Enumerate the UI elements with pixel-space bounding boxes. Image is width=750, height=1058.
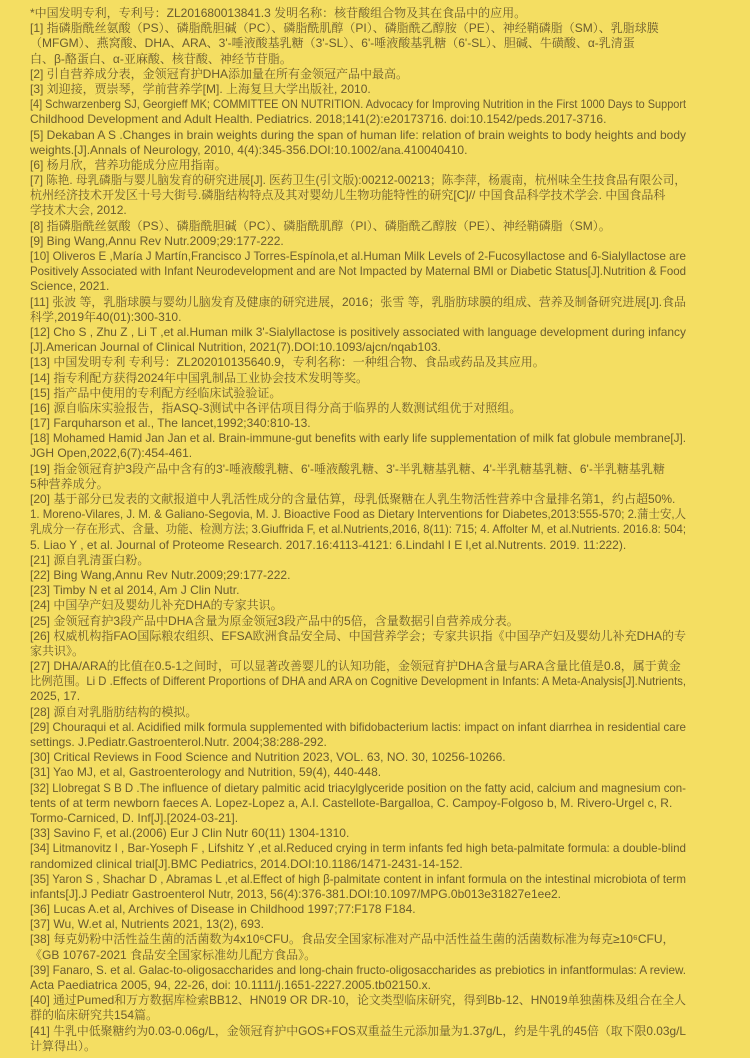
reference-11 bbox=[30, 295, 686, 325]
reference-31 bbox=[30, 765, 686, 780]
reference-line: 计算得出）。 bbox=[30, 1038, 97, 1053]
reference-line: [5] Dekaban A S .Changes in brain weights during the span of human life: relation of brain weights to body heights and body bbox=[30, 127, 686, 142]
reference-line: [34] Litmanovitz I , Bar-Yoseph F , Lifshitz Y ,et al.Reduced crying in term infants fed high beta-palmitate formula: a double-blind bbox=[30, 841, 686, 856]
reference-12 bbox=[30, 325, 686, 355]
reference-line: 学技术大会, 2012. bbox=[30, 203, 127, 218]
reference-line: [40] 通过Pumed和万方数据库检索BB12、HN019 OR DR-10，论文类型临床研究，得到Bb-12、HN019单独菌株及组合在全人 bbox=[30, 993, 686, 1008]
reference-line: 1. Moreno-Vilares, J. M. & Galiano-Segovia, M. J. Bioactive Food as Dietary Interventions for Diabetes,2013:555-570; 2.蒲士安,人 bbox=[30, 507, 686, 522]
reference-line: [24] 中国孕产妇及婴幼儿补充DHA的专家共识。 bbox=[30, 598, 283, 613]
reference-line: [14] 指专利配方获得2024年中国乳制品工业协会技术发明等奖。 bbox=[30, 370, 369, 385]
reference-18 bbox=[30, 431, 686, 461]
reference-line: Positively Associated with Infant Neurodevelopment and are Not Impacted by Maternal BMI or Diabetic Status[J].Nutrition & Food bbox=[30, 264, 686, 279]
reference-line: [33] Savino F, et al.(2006) Eur J Clin Nutr 60(11) 1304-1310. bbox=[30, 826, 350, 841]
reference-line: tents of at term newborn faeces A. Lopez-Lopez a, A.I. Castellote-Bargalloa, C. Campoy-Folgoso b, M. Rivero-Urgel c, R. bbox=[30, 795, 673, 810]
reference-6 bbox=[30, 158, 686, 173]
reference-line: randomized clinical trial[J].BMC Pediatrics, 2014.DOI:10.1186/1471-2431-14-152. bbox=[30, 856, 463, 871]
reference-line: [35] Yaron S , Shachar D , Abramas L ,et al.Effect of high β-palmitate content in infant formula on the intestinal microbiota of term bbox=[30, 871, 686, 886]
reference-21 bbox=[30, 553, 686, 568]
reference-4 bbox=[30, 97, 686, 127]
reference-line: [7] 陈艳. 母乳磷脂与婴儿脑发育的研究进展[J]. 医药卫生(引文版):00212-00213；陈李萍，杨震南，杭州味全生技食品有限公司， bbox=[30, 173, 686, 188]
reference-line: 2025, 17. bbox=[30, 689, 81, 704]
reference-line: [31] Yao MJ, et al, Gastroenterology and Nutrition, 59(4), 440-448. bbox=[30, 765, 382, 780]
reference-line: [22] Bing Wang,Annu Rev Nutr.2009;29:177-222. bbox=[30, 567, 291, 582]
reference-16 bbox=[30, 401, 686, 416]
reference-line: 杭州经济技术开发区十号大街号.磷脂结构特点及其对婴幼儿生物功能特性的研究[C]// 中国食品科学技术学会. 中国食品科 bbox=[30, 188, 666, 203]
reference-38 bbox=[30, 932, 686, 962]
reference-line: [30] Critical Reviews in Food Science and Nutrition 2023, VOL. 63, NO. 30, 10256-10266. bbox=[30, 750, 506, 765]
reference-line: [38] 每克奶粉中活性益生菌的活菌数为4x10⁶CFU。食品安全国家标准对产品中活性益生菌的活菌数标准为每克≥10⁶CFU， bbox=[30, 932, 675, 947]
reference-line: [26] 权威机构指FAO国际粮农组织、EFSA欧洲食品安全局、中国营养学会；专家共识指《中国孕产妇及婴幼儿补充DHA的专 bbox=[30, 628, 686, 643]
reference-line: 群的临床研究共154篇。 bbox=[30, 1008, 159, 1023]
reference-5 bbox=[30, 128, 686, 158]
reference-line: 5. Liao Y , et al. Journal of Proteome Research. 2017.16:4113-4121: 6.Lindahl I E l,et al.Nutrents. 2019. 11:222). bbox=[30, 537, 627, 552]
reference-10 bbox=[30, 249, 686, 295]
reference-line: [28] 源自对乳脂肪结构的模拟。 bbox=[30, 704, 198, 719]
patent-note: *中国发明专利，专利号：ZL201680013841.3 发明名称：核苷酸组合物及其在食品中的应用。 bbox=[30, 6, 527, 20]
reference-23 bbox=[30, 583, 686, 598]
reference-19 bbox=[30, 462, 686, 492]
reference-line: [1] 指磷脂酰丝氨酸（PS）、磷脂酰胆碱（PC）、磷脂酰肌醇（PI）、磷脂酰乙醇胺（PE）、神经鞘磷脂（SM）、乳脂球膜 bbox=[30, 21, 659, 36]
reference-8 bbox=[30, 219, 686, 234]
reference-line: 乳成分一存在形式、含量、功能、检测方法; 3.Giuffrida F, et al.Nutrients,2016, 8(11): 715; 4. Affolter M, et al.Nutrients. 2016.8: 504; bbox=[30, 522, 686, 537]
reference-22 bbox=[30, 568, 686, 583]
reference-line: [36] Lucas A.et al, Archives of Disease in Childhood 1997;77:F178 F184. bbox=[30, 902, 416, 917]
reference-line: Childhood Development and Adult Health. Pediatrics. 2018;141(2):e20173716. doi:10.1542/peds.2017-3716. bbox=[30, 112, 607, 127]
reference-line: Acta Paediatrica 2005, 94, 22-26, doi: 10.1111/j.1651-2227.2005.tb02150.x. bbox=[30, 978, 431, 992]
reference-line: [2] 引自营养成分表，金领冠育护DHA添加量在所有金领冠产品中最高。 bbox=[30, 66, 409, 81]
reference-line: [23] Timby N et al 2014, Am J Clin Nutr. bbox=[30, 583, 240, 598]
reference-line: [25] 金领冠育护3段产品中DHA含量为原金领冠3段产品中的5倍，含量数据引自营养成分表。 bbox=[30, 613, 519, 628]
reference-30 bbox=[30, 750, 686, 765]
reference-line: [21] 源自乳清蛋白粉。 bbox=[30, 552, 150, 567]
reference-line: weights.[J].Annals of Neurology, 2010, 4(4):345-356.DOI:10.1002/ana.410040410. bbox=[30, 142, 468, 157]
reference-line: [6] 杨月欣，营养功能成分应用指南。 bbox=[30, 157, 227, 172]
reference-line: [12] Cho S , Zhu Z , Li T ,et al.Human milk 3'-Sialyllactose is positively associated with language development during infancy bbox=[30, 324, 686, 339]
reference-2 bbox=[30, 67, 686, 82]
reference-line: 5种营养成分。 bbox=[30, 476, 109, 491]
reference-line: Science, 2021. bbox=[30, 279, 110, 294]
reference-36 bbox=[30, 902, 686, 917]
reference-line: 科学,2019年40(01):300-310. bbox=[30, 309, 182, 324]
reference-33 bbox=[30, 826, 686, 841]
reference-line: [8] 指磷脂酰丝氨酸（PS）、磷脂酰胆碱（PC）、磷脂酰肌醇（PI）、磷脂酰乙醇胺（PE）、神经鞘磷脂（SM）。 bbox=[30, 218, 611, 233]
reference-line: infants[J].J Pediatr Gastroenterol Nutr, 2013, 56(4):376-381.DOI:10.1097/MPG.0b013e31827e1ee2. bbox=[30, 886, 562, 901]
reference-line: [15] 指产品中使用的专利配方经临床试验验证。 bbox=[30, 385, 282, 400]
reference-line: [27] DHA/ARA的比值在0.5-1之间时，可以显著改善婴儿的认知功能，金领冠育护DHA含量与ARA含量比值是0.8，属于黄金 bbox=[30, 659, 681, 674]
reference-line: [J].American Journal of Clinical Nutrition, 2021(7).DOI:10.1093/ajcn/nqab103. bbox=[30, 340, 441, 355]
reference-9 bbox=[30, 234, 686, 249]
reference-line: [19] 指金领冠育护3段产品中含有的3'-唾液酸乳糖、6'-唾液酸乳糖、3'-半乳糖基乳糖、4'-半乳糖基乳糖、6'-半乳糖基乳糖 bbox=[30, 461, 665, 476]
reference-line: JGH Open,2022,6(7):454-461. bbox=[30, 446, 193, 461]
reference-line: 家共识》。 bbox=[30, 643, 85, 658]
reference-line: [4] Schwarzenberg SJ, Georgieff MK; COMMITTEE ON NUTRITION. Advocacy for Improving Nutrition in the First 1000 Days to Support bbox=[30, 97, 686, 112]
reference-line: 白、β-酪蛋白、α-亚麻酸、核苷酸、神经节苷脂。 bbox=[30, 51, 292, 66]
reference-line: Tormo-Carniced, D. Inf[J].[2024-03-21]. bbox=[30, 810, 239, 825]
reference-line: [16] 源自临床实验报告，指ASQ-3测试中各评估项目得分高于临界的人数测试组优于对照组。 bbox=[30, 400, 522, 415]
reference-1 bbox=[30, 21, 686, 67]
reference-line: （MFGM）、燕窝酸、DHA、ARA、3'-唾液酸基乳糖（3'-SL）、6'-唾液酸基乳糖（6'-SL）、胆碱、牛磺酸、α-乳清蛋 bbox=[30, 36, 635, 51]
reference-28 bbox=[30, 705, 686, 720]
reference-line: [41] 牛乳中低聚糖约为0.03-0.06g/L，金领冠育护中GOS+FOS双重益生元添加量为1.37g/L，约是牛乳的45倍（取下限0.03g/L bbox=[30, 1023, 686, 1038]
reference-13 bbox=[30, 355, 686, 370]
reference-line: [39] Fanaro, S. et al. Galac-to-oligosaccharides and long-chain fructo-oligosaccharides as prebiotics in infantformulas: A review. bbox=[30, 962, 686, 977]
reference-29 bbox=[30, 720, 686, 750]
reference-39 bbox=[30, 963, 686, 993]
reference-line: [10] Oliveros E ,María J Martín,Francisco J Torres-Espínola,et al.Human Milk Levels of 2-Fucosyllactose and 6-Sialyllactose are bbox=[30, 249, 686, 263]
reference-line: [18] Mohamed Hamid Jan Jan et al. Brain-immune-gut benefits with early life supplementation of milk fat globule membrane[J]. bbox=[30, 431, 686, 446]
reference-24 bbox=[30, 598, 686, 613]
reference-page bbox=[30, 6, 686, 1054]
reference-line: [20] 基于部分已发表的文献报道中人乳活性成分的含量估算，母乳低聚糖在人乳生物活性营养中含量排名第1，约占超50%. bbox=[30, 492, 676, 506]
reference-line: settings. J.Pediatr.Gastroenterol.Nutr. 2004;38:288-292. bbox=[30, 735, 327, 749]
reference-line: 比例范围。Li D .Effects of Different Proportions of DHA and ARA on Cognitive Development in Infants: A Meta-Analysis[J].Nutrients, bbox=[30, 674, 686, 689]
reference-26 bbox=[30, 629, 686, 659]
reference-line: [11] 张波 等，乳脂球膜与婴幼儿脑发育及健康的研究进展，2016；张雪 等，乳脂肪球膜的组成、营养及制备研究进展[J].食品 bbox=[30, 294, 686, 309]
reference-20 bbox=[30, 492, 686, 553]
reference-7 bbox=[30, 173, 686, 219]
reference-line: [17] Farquharson et al., The lancet,1992;340:810-13. bbox=[30, 416, 311, 431]
reference-17 bbox=[30, 416, 686, 431]
reference-line: [32] Llobregat S B D .The influence of dietary palmitic acid triacylglyceride position on the fatty acid, calcium and magnesium con- bbox=[30, 780, 686, 795]
reference-41 bbox=[30, 1024, 686, 1054]
reference-37 bbox=[30, 917, 686, 932]
reference-27 bbox=[30, 659, 686, 705]
reference-line: [13] 中国发明专利 专利号：ZL202010135640.9，专利名称：一种组合物、食品或药品及其应用。 bbox=[30, 355, 545, 370]
reference-3 bbox=[30, 82, 686, 97]
reference-14 bbox=[30, 371, 686, 386]
reference-line: [3] 刘迎接，贾崇琴，学前营养学[M]. 上海复旦大学出版社, 2010. bbox=[30, 81, 371, 96]
reference-line: [29] Chouraqui et al. Acidified milk formula supplemented with bifidobacterium lactis: impact on infant diarrhea in residential care bbox=[30, 719, 686, 734]
reference-34 bbox=[30, 841, 686, 871]
reference-35 bbox=[30, 872, 686, 902]
reference-line: [37] Wu, W.et al, Nutrients 2021, 13(2), 693. bbox=[30, 917, 264, 932]
reference-25 bbox=[30, 614, 686, 629]
reference-32 bbox=[30, 781, 686, 827]
reference-line: 《GB 10767-2021 食品安全国家标准幼儿配方食品》。 bbox=[30, 947, 317, 962]
reference-line: [9] Bing Wang,Annu Rev Nutr.2009;29:177-222. bbox=[30, 233, 284, 248]
reference-40 bbox=[30, 993, 686, 1023]
reference-15 bbox=[30, 386, 686, 401]
